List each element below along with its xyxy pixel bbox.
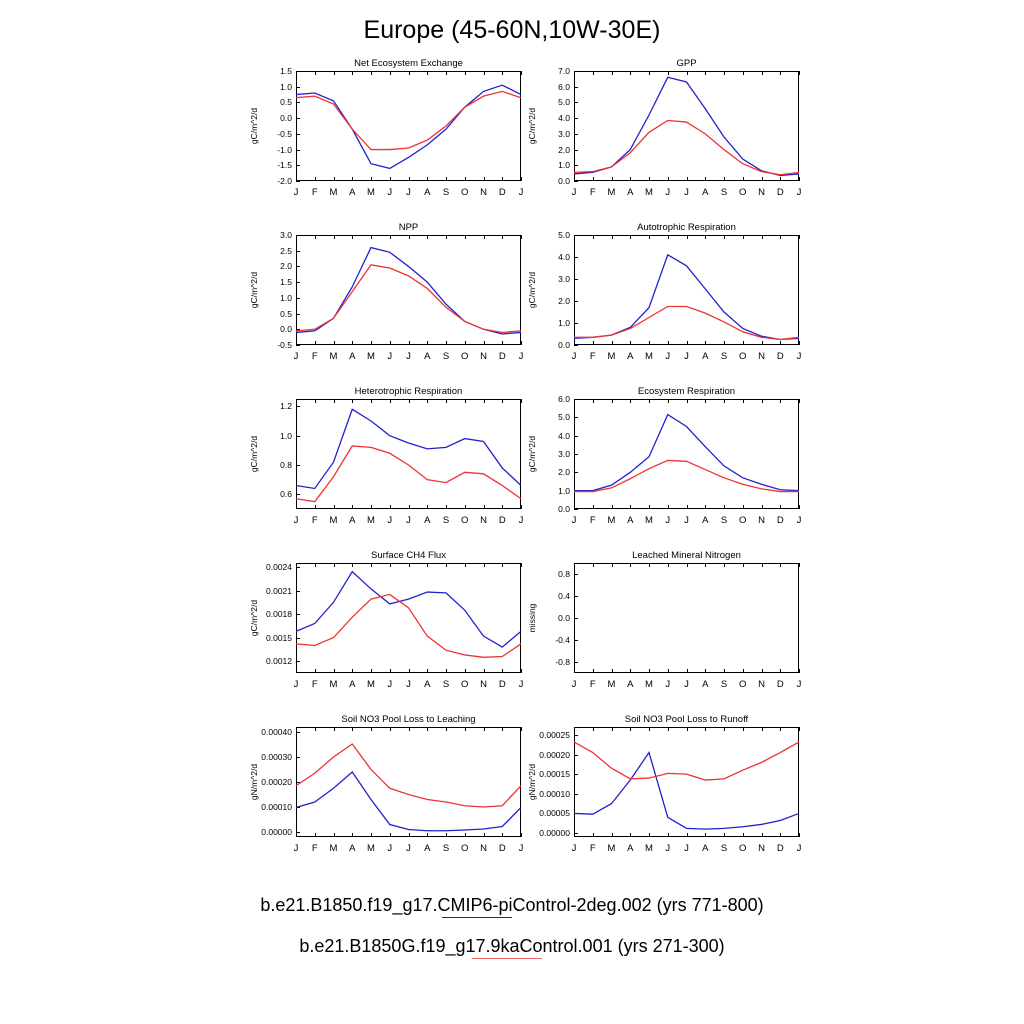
x-tick-label: J <box>571 187 577 198</box>
y-tick-label: 0.00020 <box>261 777 292 787</box>
x-tick-label: S <box>442 679 450 690</box>
chart-title: Soil NO3 Pool Loss to Leaching <box>341 714 476 725</box>
legend <box>0 895 1024 977</box>
y-tick-label: 2.0 <box>558 296 570 306</box>
x-tick-label: A <box>349 679 356 690</box>
chart-panel <box>520 58 805 208</box>
x-tick-label: A <box>627 679 634 690</box>
y-tick-label: 1.0 <box>280 81 292 92</box>
x-tick-label: J <box>571 515 577 526</box>
chart-panel <box>242 714 527 864</box>
series-layer <box>520 550 805 700</box>
x-tick-label: M <box>645 515 653 526</box>
y-tick-label: 0.0 <box>280 324 292 335</box>
x-tick-label: O <box>461 351 469 362</box>
x-tick-label: J <box>665 515 671 526</box>
x-tick-label: J <box>387 351 393 362</box>
x-tick-label: J <box>518 843 524 854</box>
x-tick-label: M <box>645 843 653 854</box>
legend-label: b.e21.B1850G.f19_g17.9kaControl.001 (yrs 271-300) <box>299 936 725 956</box>
y-axis-label: missing <box>527 603 537 633</box>
x-tick-label: O <box>739 515 747 526</box>
x-tick-label: M <box>329 843 338 854</box>
x-tick-label: F <box>589 351 596 362</box>
x-tick-label: F <box>311 843 318 854</box>
legend-entry <box>0 895 1024 916</box>
chart-panel <box>242 550 527 700</box>
y-tick-label: 1.0 <box>558 160 570 171</box>
x-tick-label: J <box>571 351 577 362</box>
y-tick-label: 0.4 <box>558 591 570 601</box>
x-tick-label: J <box>387 843 393 854</box>
chart-panel <box>242 386 527 536</box>
x-tick-label: A <box>627 351 634 362</box>
y-axis-label: gC/m^2/d <box>249 435 259 473</box>
series-line <box>296 572 521 647</box>
x-tick-label: A <box>627 515 634 526</box>
y-tick-label: 1.0 <box>558 485 570 496</box>
x-tick-label: J <box>293 515 299 526</box>
x-tick-label: D <box>776 515 784 526</box>
x-tick-label: F <box>589 679 596 690</box>
x-tick-label: A <box>702 843 709 854</box>
x-tick-label: J <box>406 679 411 690</box>
page-title: Europe (45-60N,10W-30E) <box>363 16 661 44</box>
chart-panel <box>242 222 527 372</box>
y-tick-label: 0.00010 <box>539 788 570 799</box>
x-tick-label: D <box>776 187 784 198</box>
x-tick-label: J <box>571 843 577 854</box>
y-tick-label: 2.0 <box>558 144 570 155</box>
x-tick-label: M <box>329 187 338 198</box>
x-tick-label: N <box>480 843 487 854</box>
series-layer <box>520 222 805 372</box>
x-tick-label: N <box>480 679 487 690</box>
x-tick-label: O <box>461 515 469 526</box>
x-tick-label: M <box>607 843 616 854</box>
y-tick-label: -0.4 <box>555 635 570 645</box>
x-tick-label: M <box>607 351 616 362</box>
series-layer <box>520 386 805 536</box>
series-line <box>296 744 521 807</box>
x-tick-label: M <box>367 351 375 362</box>
series-line <box>574 753 799 830</box>
y-tick-label: 0.00040 <box>261 727 292 737</box>
x-tick-label: O <box>739 679 747 690</box>
chart-title: Surface CH4 Flux <box>371 550 446 561</box>
y-tick-label: 3.0 <box>558 128 570 139</box>
y-tick-label: 4.0 <box>558 430 570 441</box>
y-tick-label: 0.0018 <box>266 609 292 620</box>
series-layer <box>520 714 805 864</box>
x-tick-label: D <box>776 351 784 362</box>
y-tick-label: 0.0024 <box>266 561 292 572</box>
legend-color-line <box>442 917 512 918</box>
x-tick-label: M <box>645 351 653 362</box>
x-tick-label: J <box>293 679 299 690</box>
x-tick-label: J <box>796 187 802 198</box>
legend-label: b.e21.B1850.f19_g17.CMIP6-piControl-2deg.002 (yrs 771-800) <box>260 895 764 915</box>
y-axis-label: gC/m^2/d <box>249 107 259 145</box>
x-tick-label: J <box>684 843 689 854</box>
y-tick-label: 0.0 <box>558 176 570 186</box>
series-line <box>574 415 799 491</box>
chart-title: GPP <box>676 58 697 69</box>
x-tick-label: J <box>665 351 671 362</box>
y-tick-label: 0.6 <box>280 489 292 500</box>
x-tick-label: A <box>349 515 356 526</box>
series-line <box>296 85 521 168</box>
x-tick-label: O <box>461 679 469 690</box>
y-tick-label: 3.0 <box>558 274 570 284</box>
x-tick-label: J <box>796 679 802 690</box>
series-line <box>574 255 799 340</box>
x-tick-label: S <box>442 351 450 362</box>
x-tick-label: J <box>293 187 299 198</box>
y-tick-label: 0.0 <box>558 613 570 623</box>
x-tick-label: A <box>424 843 431 854</box>
series-line <box>574 121 799 175</box>
x-tick-label: D <box>776 843 784 854</box>
x-tick-label: N <box>758 187 765 198</box>
chart-title: Soil NO3 Pool Loss to Runoff <box>624 714 749 725</box>
chart-title: Leached Mineral Nitrogen <box>632 550 741 561</box>
x-tick-label: F <box>311 679 318 690</box>
x-tick-label: M <box>367 679 375 690</box>
x-tick-label: M <box>607 187 616 198</box>
x-tick-label: F <box>589 187 596 198</box>
x-tick-label: O <box>739 843 747 854</box>
x-tick-label: J <box>796 843 802 854</box>
x-tick-label: J <box>684 679 689 690</box>
y-tick-label: 2.0 <box>280 261 292 272</box>
y-tick-label: 6.0 <box>558 394 570 404</box>
x-tick-label: F <box>589 515 596 526</box>
y-tick-label: 5.0 <box>558 230 570 240</box>
x-tick-label: S <box>720 351 728 362</box>
y-tick-label: 5.0 <box>558 97 570 108</box>
y-tick-label: -0.5 <box>277 340 292 350</box>
y-tick-label: 1.0 <box>558 318 570 328</box>
series-layer <box>520 58 805 208</box>
x-tick-label: S <box>442 843 450 854</box>
x-tick-label: J <box>518 679 524 690</box>
y-tick-label: 1.5 <box>280 66 292 76</box>
y-tick-label: -1.0 <box>277 144 292 155</box>
x-tick-label: J <box>387 515 393 526</box>
series-layer <box>242 714 527 864</box>
x-tick-label: M <box>367 843 375 854</box>
x-tick-label: A <box>627 843 634 854</box>
x-tick-label: M <box>367 515 375 526</box>
legend-entry <box>0 936 1024 957</box>
y-tick-label: 1.2 <box>280 401 292 412</box>
y-tick-label: 2.0 <box>558 467 570 478</box>
y-tick-label: 0.00025 <box>539 729 570 740</box>
x-tick-label: J <box>406 843 411 854</box>
x-tick-label: J <box>518 515 524 526</box>
chart-title: Ecosystem Respiration <box>637 386 736 397</box>
y-tick-label: 0.0015 <box>266 632 292 643</box>
x-tick-label: A <box>702 679 709 690</box>
x-tick-label: J <box>796 515 802 526</box>
x-tick-label: N <box>758 679 765 690</box>
x-tick-label: J <box>684 351 689 362</box>
y-tick-label: 1.0 <box>280 292 292 303</box>
x-tick-label: S <box>442 515 450 526</box>
y-tick-label: 0.00015 <box>539 769 570 780</box>
x-tick-label: D <box>498 843 506 854</box>
x-tick-label: N <box>758 351 765 362</box>
chart-title: Net Ecosystem Exchange <box>354 58 463 69</box>
x-tick-label: M <box>329 351 338 362</box>
x-tick-label: J <box>406 187 411 198</box>
y-tick-label: 4.0 <box>558 113 570 124</box>
chart-panel <box>242 58 527 208</box>
x-tick-label: D <box>498 351 506 362</box>
x-tick-label: J <box>665 187 671 198</box>
series-line <box>574 77 799 175</box>
y-tick-label: 1.0 <box>280 430 292 441</box>
chart-panel <box>520 714 805 864</box>
y-tick-label: 0.00020 <box>539 749 570 760</box>
x-tick-label: J <box>796 351 802 362</box>
x-tick-label: M <box>607 679 616 690</box>
y-tick-label: 3.0 <box>280 230 292 240</box>
y-axis-label: gN/m^2/d <box>527 763 537 801</box>
x-tick-label: N <box>758 843 765 854</box>
x-tick-label: A <box>702 515 709 526</box>
chart-title: Autotrophic Respiration <box>637 222 736 233</box>
x-tick-label: J <box>518 351 524 362</box>
series-layer <box>242 222 527 372</box>
x-tick-label: F <box>311 351 318 362</box>
chart-panel <box>520 386 805 536</box>
y-tick-label: 5.0 <box>558 412 570 423</box>
x-tick-label: A <box>349 351 356 362</box>
series-layer <box>242 58 527 208</box>
series-line <box>296 594 521 657</box>
series-line <box>574 307 799 340</box>
x-tick-label: N <box>480 351 487 362</box>
y-tick-label: -0.8 <box>555 657 570 667</box>
x-tick-label: D <box>498 679 506 690</box>
x-tick-label: A <box>349 187 356 198</box>
x-tick-label: J <box>684 515 689 526</box>
y-tick-label: 0.5 <box>280 97 292 108</box>
y-tick-label: 3.0 <box>558 449 570 459</box>
y-tick-label: 0.8 <box>558 569 570 579</box>
chart-title: NPP <box>398 222 419 233</box>
y-tick-label: 2.5 <box>280 245 292 256</box>
chart-title: Heterotrophic Respiration <box>354 386 463 397</box>
x-tick-label: F <box>311 515 318 526</box>
x-tick-label: M <box>607 515 616 526</box>
y-tick-label: 4.0 <box>558 252 570 262</box>
y-tick-label: 0.8 <box>280 460 292 470</box>
x-tick-label: N <box>480 187 487 198</box>
x-tick-label: A <box>627 187 634 198</box>
x-tick-label: A <box>349 843 356 854</box>
x-tick-label: O <box>461 187 469 198</box>
x-tick-label: A <box>702 187 709 198</box>
y-tick-label: 0.00000 <box>261 827 292 837</box>
x-tick-label: J <box>518 187 524 198</box>
x-tick-label: O <box>739 351 747 362</box>
x-tick-label: J <box>293 843 299 854</box>
x-tick-label: F <box>589 843 596 854</box>
y-tick-label: 0.00000 <box>539 828 570 839</box>
x-tick-label: A <box>424 351 431 362</box>
series-line <box>574 742 799 780</box>
y-axis-label: gN/m^2/d <box>249 763 259 801</box>
legend-color-line <box>472 958 542 959</box>
y-tick-label: 0.0 <box>558 504 570 514</box>
x-tick-label: J <box>387 187 393 198</box>
x-tick-label: J <box>571 679 577 690</box>
x-tick-label: A <box>702 351 709 362</box>
x-tick-label: M <box>645 187 653 198</box>
x-tick-label: N <box>758 515 765 526</box>
y-tick-label: 0.00010 <box>261 802 292 812</box>
x-tick-label: A <box>424 187 431 198</box>
y-tick-label: 0.0 <box>280 113 292 124</box>
x-tick-label: F <box>311 187 318 198</box>
series-layer <box>242 550 527 700</box>
x-tick-label: S <box>720 187 728 198</box>
x-tick-label: J <box>684 187 689 198</box>
chart-panel <box>520 550 805 700</box>
series-line <box>296 446 521 502</box>
y-tick-label: -0.5 <box>277 128 292 139</box>
y-axis-label: gC/m^2/d <box>249 271 259 309</box>
x-tick-label: A <box>424 515 431 526</box>
x-tick-label: D <box>498 515 506 526</box>
y-tick-label: 0.0021 <box>266 585 292 596</box>
y-tick-label: 7.0 <box>558 66 570 76</box>
x-tick-label: D <box>498 187 506 198</box>
x-tick-label: S <box>720 843 728 854</box>
x-tick-label: J <box>406 515 411 526</box>
series-line <box>296 772 521 831</box>
x-tick-label: S <box>720 515 728 526</box>
x-tick-label: J <box>665 679 671 690</box>
y-tick-label: -1.5 <box>277 160 292 171</box>
y-tick-label: -2.0 <box>277 176 292 186</box>
x-tick-label: J <box>406 351 411 362</box>
x-tick-label: N <box>480 515 487 526</box>
y-axis-label: gC/m^2/d <box>527 107 537 145</box>
chart-panel <box>520 222 805 372</box>
x-tick-label: M <box>645 679 653 690</box>
series-line <box>296 265 521 333</box>
x-tick-label: O <box>739 187 747 198</box>
x-tick-label: J <box>293 351 299 362</box>
x-tick-label: J <box>665 843 671 854</box>
y-tick-label: 0.5 <box>280 308 292 319</box>
y-tick-label: 0.00030 <box>261 752 292 762</box>
y-axis-label: gC/m^2/d <box>249 599 259 637</box>
x-tick-label: M <box>367 187 375 198</box>
series-line <box>296 91 521 149</box>
y-tick-label: 0.00005 <box>539 808 570 819</box>
x-tick-label: M <box>329 515 338 526</box>
y-tick-label: 6.0 <box>558 81 570 92</box>
y-axis-label: gC/m^2/d <box>527 271 537 309</box>
x-tick-label: O <box>461 843 469 854</box>
series-layer <box>242 386 527 536</box>
x-tick-label: J <box>387 679 393 690</box>
x-tick-label: S <box>442 187 450 198</box>
y-tick-label: 0.0012 <box>266 656 292 667</box>
x-tick-label: S <box>720 679 728 690</box>
y-tick-label: 0.0 <box>558 340 570 350</box>
x-tick-label: D <box>776 679 784 690</box>
x-tick-label: A <box>424 679 431 690</box>
y-axis-label: gC/m^2/d <box>527 435 537 473</box>
y-tick-label: 1.5 <box>280 277 292 288</box>
x-tick-label: M <box>329 679 338 690</box>
